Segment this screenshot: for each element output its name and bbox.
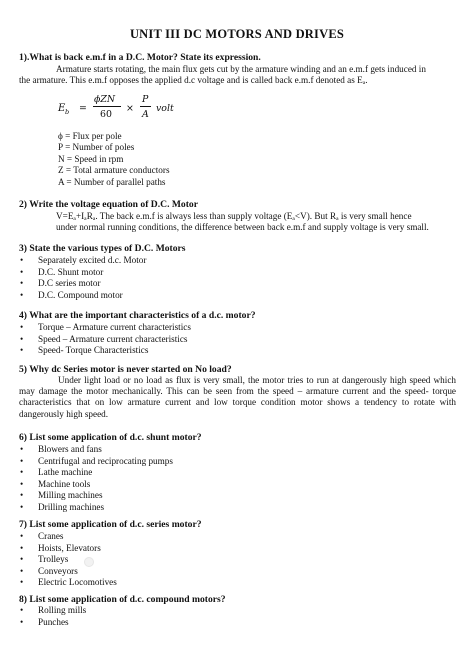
formula-denominator-2: A (142, 109, 149, 120)
list-item: • Trolleys (20, 554, 69, 565)
formula-numerator-1: ϕZN (94, 94, 116, 105)
question-1-heading: 1).What is back e.m.f in a D.C. Motor? State its expression. (19, 52, 261, 63)
list-item: • Conveyors (20, 565, 78, 576)
list-item: • Drilling machines (20, 501, 105, 512)
back-emf-formula (58, 92, 178, 126)
list-item: • Hoists, Elevators (20, 542, 101, 553)
bullet-icon: • (20, 616, 24, 627)
formula-unit: volt (156, 103, 174, 114)
question-6-heading: 6) List some application of d.c. shunt motor? (19, 432, 202, 443)
bullet-icon: • (20, 490, 24, 501)
symbol-definitions (58, 131, 170, 188)
series-motor-applications-list (20, 531, 117, 589)
definition-speed: N = Speed in rpm (58, 153, 124, 164)
bullet-icon: • (20, 577, 24, 588)
bullet-icon: • (20, 444, 24, 454)
bullet-icon: • (20, 345, 24, 356)
bullet-icon: • (20, 542, 24, 553)
bullet-icon: • (20, 455, 24, 466)
list-item: • Centrifugal and reciprocating pumps (20, 455, 173, 466)
bullet-icon: • (20, 605, 24, 615)
bullet-icon: • (20, 478, 24, 489)
list-item: • D.C. Shunt motor (20, 266, 104, 277)
list-item: • Speed – Armature current characteristics (20, 333, 188, 344)
formula-numerator-2: P (142, 94, 149, 105)
list-item: • Lathe machine (20, 467, 93, 478)
question-2-heading: 2) Write the voltage equation of D.C. Motor (19, 199, 198, 210)
fraction-bar-1 (93, 106, 121, 107)
bullet-icon: • (20, 333, 24, 344)
motor-types-list (20, 255, 146, 301)
question-5-heading: 5) Why dc Series motor is never started on No load? (19, 364, 232, 375)
definition-flux: ϕ = Flux per pole (58, 131, 122, 141)
list-item: • D.C. Compound motor (20, 289, 123, 300)
bullet-icon: • (20, 565, 24, 576)
bullet-icon: • (20, 531, 24, 541)
bullet-icon: • (20, 266, 24, 277)
formula-lhs: E (58, 103, 66, 114)
list-item: • Electric Locomotives (20, 577, 117, 588)
bullet-icon: • (20, 255, 24, 265)
bullet-icon: • (20, 554, 24, 565)
bullet-icon: • (20, 467, 24, 478)
q1-line-2: the armature. This e.m.f opposes the applied d.c voltage and is called back e.m.f denoted as Eₐ. (19, 75, 368, 85)
formula-denominator-1: 60 (100, 109, 112, 120)
definition-conductors: Z = Total armature conductors (58, 165, 170, 176)
list-item: • Machine tools (20, 478, 91, 489)
list-item: • Milling machines (20, 490, 103, 501)
question-8-heading: 8) List some application of d.c. compound motors? (19, 594, 226, 605)
list-item: • Blowers and fans (20, 444, 102, 454)
bullet-icon: • (20, 501, 24, 512)
bullet-icon: • (20, 278, 24, 289)
definition-poles: P = Number of poles (58, 142, 135, 153)
question-7-heading: 7) List some application of d.c. series motor? (19, 519, 202, 530)
bullet-icon: • (20, 322, 24, 332)
list-item: • Cranes (20, 531, 64, 541)
formula-times: × (126, 103, 134, 114)
list-item: • Rolling mills (20, 605, 87, 615)
bullet-icon: • (20, 289, 24, 300)
fraction-bar-2 (140, 106, 151, 107)
list-item: • Torque – Armature current characteristics (20, 322, 191, 332)
formula-equals: = (79, 103, 87, 114)
shunt-motor-applications-list (20, 444, 173, 514)
definition-parallel-paths: A = Number of parallel paths (58, 176, 166, 187)
faint-dot-mark (84, 557, 94, 567)
question-4-heading: 4) What are the important characteristics of a d.c. motor? (19, 310, 256, 321)
q2-line-2: under normal running conditions, the difference between back e.m.f and supply voltage is very small. (56, 222, 429, 232)
characteristics-list (20, 322, 191, 357)
formula-lhs-subscript: b (65, 108, 70, 116)
q2-line-1: V=Eₐ+IₐRₐ. The back e.m.f is always less than supply voltage (Eₐ<V). But Rₐ is very small hence (56, 211, 412, 221)
list-item: • Speed- Torque Characteristics (20, 345, 149, 356)
compound-motor-applications-list (20, 605, 86, 628)
list-item: • Punches (20, 616, 69, 627)
question-3-heading: 3) State the various types of D.C. Motors (19, 243, 186, 254)
page-title: UNIT III DC MOTORS AND DRIVES (129, 27, 345, 41)
list-item: • D.C series motor (20, 278, 101, 289)
list-item: • Separately excited d.c. Motor (20, 255, 147, 265)
q5-paragraph: Under light load or no load as flux is very small, the motor tries to run at dangerously high speed which may damage the motor mechanically. This can be seen from the speed – armature current and the speed- torque characteristics that on low armature current and low torque condition motor shows a tendency to rotate with dangerously high speed. (19, 375, 456, 419)
q1-line-1: Armature starts rotating, the main flux gets cut by the armature winding and an e.m.f gets induced in (56, 64, 426, 74)
